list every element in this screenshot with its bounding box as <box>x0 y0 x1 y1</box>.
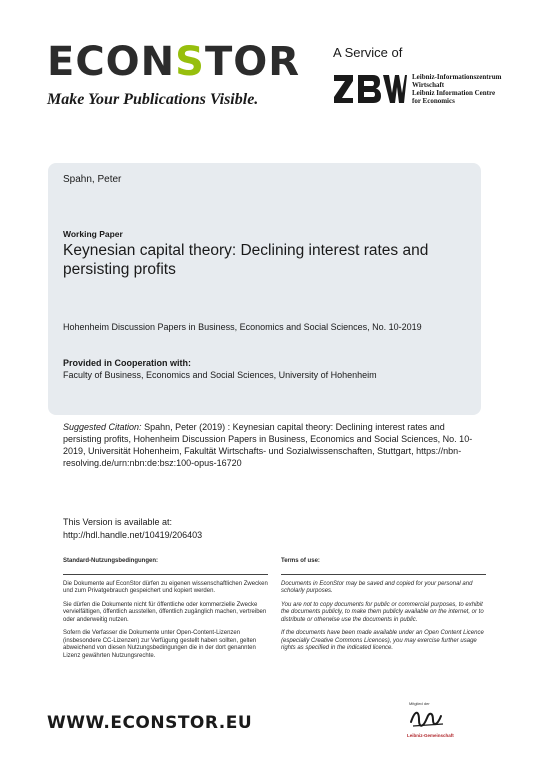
service-label: A Service of <box>333 45 403 60</box>
suggested-citation <box>63 421 473 469</box>
terms-english-heading: Terms of use: <box>281 558 320 564</box>
terms-paragraph: Documents in EconStor may be saved and copied for your personal and scholarly purposes. <box>281 580 473 594</box>
terms-paragraph: Sie dürfen die Dokumente nicht für öffentliche oder kommerzielle Zwecke vervielfältigen, öffentlich ausstellen, öffentlich zugänglich machen, vertreiben oder anderweitig nutzen. <box>63 601 267 623</box>
divider <box>63 574 268 575</box>
author: Spahn, Peter <box>63 174 122 185</box>
footer-url-link[interactable]: WWW.ECONSTOR.EU <box>47 713 253 733</box>
zbw-logo-icon[interactable] <box>333 73 407 105</box>
availability-heading: This Version is available at: <box>63 517 173 527</box>
series: Hohenheim Discussion Papers in Business, Economics and Social Sciences, No. 10-2019 <box>63 322 422 332</box>
terms-paragraph: Sofern die Verfasser die Dokumente unter Open-Content-Lizenzen (insbesondere CC-Lizenzen) zur Verfügung gestellt haben sollten, gelten abweichend von diesen Nutzungsbedingungen die in der dort genannten Lizenz gewährten Nutzungsrechte. <box>63 630 257 659</box>
cooperation-heading: Provided in Cooperation with: <box>63 358 191 368</box>
terms-paragraph: Die Dokumente auf EconStor dürfen zu eigenen wissenschaftlichen Zwecken und zum Privatgebrauch gespeichert und kopiert werden. <box>63 580 268 594</box>
citation-label: Suggested Citation: <box>63 422 142 432</box>
econstor-logo[interactable] <box>47 39 301 85</box>
terms-german-heading: Standard-Nutzungsbedingungen: <box>63 558 158 564</box>
tagline: Make Your Publications Visible. <box>47 91 259 108</box>
publication-type: Working Paper <box>63 229 123 239</box>
terms-paragraph: You are not to copy documents for public or commercial purposes, to exhibit the documents publicly, to make them publicly available on the internet, or to distribute or otherwise use the documents in public. <box>281 601 484 623</box>
logo-prefix: ECON <box>47 39 176 85</box>
handle-link[interactable]: http://hdl.handle.net/10419/206403 <box>63 530 203 540</box>
paper-title: Keynesian capital theory: Declining interest rates and persisting profits <box>63 242 429 278</box>
terms-german <box>63 558 268 666</box>
seal-caption-bottom: Leibniz-Gemeinschaft <box>407 733 454 738</box>
zbw-name: Leibniz-Informationszentrum Wirtschaft Leibniz Information Centre for Economics <box>412 73 502 105</box>
terms-english <box>281 558 486 659</box>
cooperation: Faculty of Business, Economics and Social Sciences, University of Hohenheim <box>63 370 377 380</box>
logo-suffix: TOR <box>204 39 301 85</box>
citation-text: Spahn, Peter (2019) : Keynesian capital theory: Declining interest rates and persisting profits, Hohenheim Discussion Papers in Business, Economics and Social Sciences, No. 10-2019, Universität Hohenheim, Fakultät Wirtschafts- und Sozialwissenschaften, Stuttgart, https://nbn-resolving.de/urn:nbn:de:bsz:100-opus-16720 <box>63 422 473 468</box>
seal-caption-top: Mitglied der <box>409 701 430 706</box>
terms-paragraph: If the documents have been made available under an Open Content Licence (especially Creative Commons Licences), you may exercise further usage rights as specified in the indicated licence. <box>281 630 484 651</box>
divider <box>281 574 486 575</box>
logo-accent: S <box>175 39 205 85</box>
